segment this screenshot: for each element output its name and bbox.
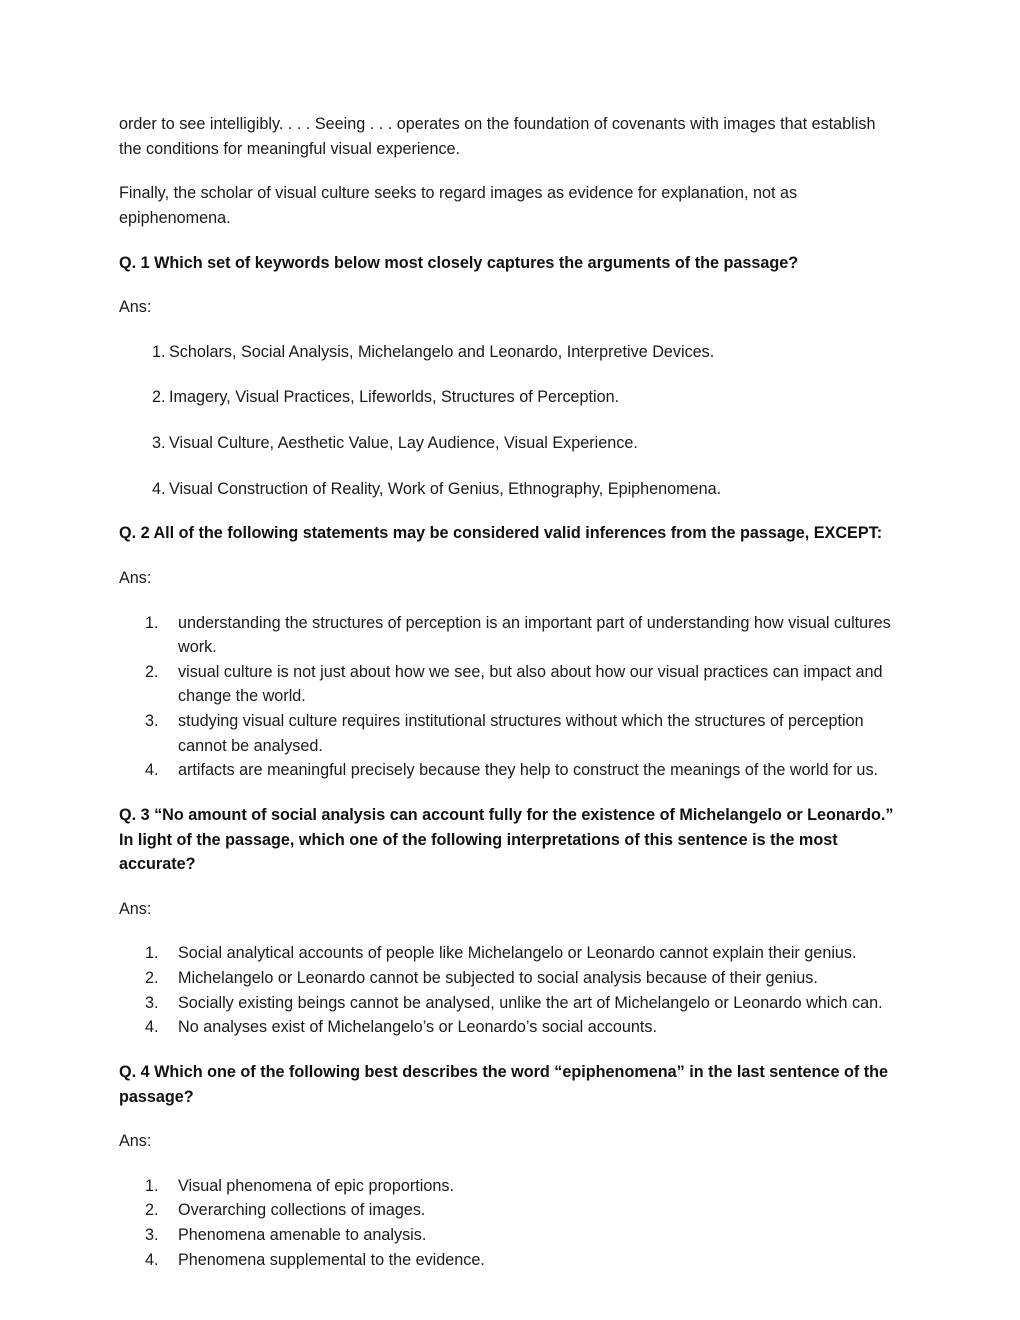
- option-number: 1.: [145, 613, 159, 632]
- option-item[interactable]: [119, 1198, 895, 1223]
- option-number: 4.: [145, 761, 159, 780]
- question-1-answer-label: Ans:: [119, 298, 152, 317]
- option-text: visual culture is not just about how we see, but also about how our visual practices can impact and change the world.: [178, 662, 883, 706]
- option-item[interactable]: [119, 758, 895, 783]
- option-text: understanding the structures of perception is an important part of understanding how visual cultures work.: [178, 613, 891, 657]
- option-number: 3.: [145, 993, 159, 1012]
- option-text: No analyses exist of Michelangelo’s or Leonardo’s social accounts.: [178, 1018, 658, 1037]
- option-number: 4.: [145, 1018, 159, 1037]
- option-text: Socially existing beings cannot be analysed, unlike the art of Michelangelo or Leonardo which can.: [178, 993, 883, 1012]
- option-number: 2.: [145, 1201, 159, 1220]
- question-4-answer-label: Ans:: [119, 1132, 152, 1151]
- option-item[interactable]: [119, 1015, 895, 1040]
- question-2-options: [119, 611, 895, 783]
- option-text: artifacts are meaningful precisely because they help to construct the meanings of the world for us.: [178, 761, 879, 780]
- option-text: Visual Culture, Aesthetic Value, Lay Audience, Visual Experience.: [169, 434, 638, 452]
- question-4-heading: Q. 4 Which one of the following best describes the word “epiphenomena” in the last sentence of the passage?: [119, 1062, 889, 1106]
- option-number: 2.: [145, 969, 159, 987]
- question-1-options: [119, 340, 895, 502]
- question-4-options: [119, 1174, 895, 1273]
- option-text: Visual Construction of Reality, Work of Genius, Ethnography, Epiphenomena.: [169, 479, 722, 498]
- option-number: 1.: [145, 1176, 159, 1195]
- option-number: 2.: [152, 388, 166, 407]
- option-item[interactable]: [119, 991, 895, 1016]
- option-text: Phenomena supplemental to the evidence.: [178, 1250, 485, 1269]
- option-text: studying visual culture requires institutional structures without which the structures of perception cannot be analysed.: [178, 712, 864, 755]
- question-3-options: [119, 941, 895, 1040]
- option-item[interactable]: [119, 1174, 895, 1199]
- option-item[interactable]: [119, 340, 895, 365]
- question-block-4: [119, 1060, 895, 1272]
- option-number: 1.: [145, 944, 159, 963]
- option-text: Overarching collections of images.: [178, 1201, 426, 1220]
- option-item[interactable]: [119, 1248, 895, 1273]
- option-item[interactable]: [119, 1223, 895, 1248]
- option-text: Social analytical accounts of people like Michelangelo or Leonardo cannot explain their genius.: [178, 944, 857, 963]
- option-item[interactable]: [119, 611, 895, 660]
- option-text: Visual phenomena of epic proportions.: [178, 1176, 454, 1195]
- option-item[interactable]: [119, 660, 895, 709]
- option-text: Scholars, Social Analysis, Michelangelo and Leonardo, Interpretive Devices.: [169, 342, 715, 361]
- option-text: Michelangelo or Leonardo cannot be subjected to social analysis because of their genius.: [178, 969, 818, 987]
- option-item[interactable]: [119, 431, 895, 456]
- option-text: Imagery, Visual Practices, Lifeworlds, Structures of Perception.: [169, 388, 620, 407]
- question-2-answer-label: Ans:: [119, 568, 152, 587]
- option-item[interactable]: [119, 966, 895, 991]
- option-number: 3.: [145, 712, 159, 730]
- question-1-heading: Q. 1 Which set of keywords below most closely captures the arguments of the passage?: [119, 253, 799, 272]
- question-block-2: [119, 521, 895, 783]
- paragraph-passage-continuation: order to see intelligibly. . . . Seeing . . . operates on the foundation of covenants with images that establish the conditions for meaningful visual experience.: [119, 115, 876, 158]
- question-2-heading: Q. 2 All of the following statements may be considered valid inferences from the passage, EXCEPT:: [119, 524, 883, 543]
- document-body: [119, 112, 895, 1272]
- option-item[interactable]: [119, 385, 895, 410]
- option-item[interactable]: [119, 941, 895, 966]
- question-3-heading: Q. 3 “No amount of social analysis can account fully for the existence of Michelangelo or Leonardo.” In light of the passage, which one of the following interpretations of this sentence is the most accurate?: [119, 805, 894, 874]
- paragraph-passage-conclusion: Finally, the scholar of visual culture seeks to regard images as evidence for explanation, not as epiphenomena.: [119, 184, 798, 227]
- option-number: 4.: [152, 479, 166, 498]
- option-text: Phenomena amenable to analysis.: [178, 1226, 427, 1244]
- option-number: 4.: [145, 1250, 159, 1269]
- option-number: 3.: [152, 434, 166, 452]
- option-number: 2.: [145, 662, 159, 681]
- option-item[interactable]: [119, 709, 895, 758]
- question-3-answer-label: Ans:: [119, 899, 152, 918]
- question-block-1: [119, 251, 895, 502]
- option-number: 1.: [152, 342, 166, 361]
- option-number: 3.: [145, 1226, 159, 1244]
- option-item[interactable]: [119, 477, 895, 502]
- question-block-3: [119, 803, 895, 1040]
